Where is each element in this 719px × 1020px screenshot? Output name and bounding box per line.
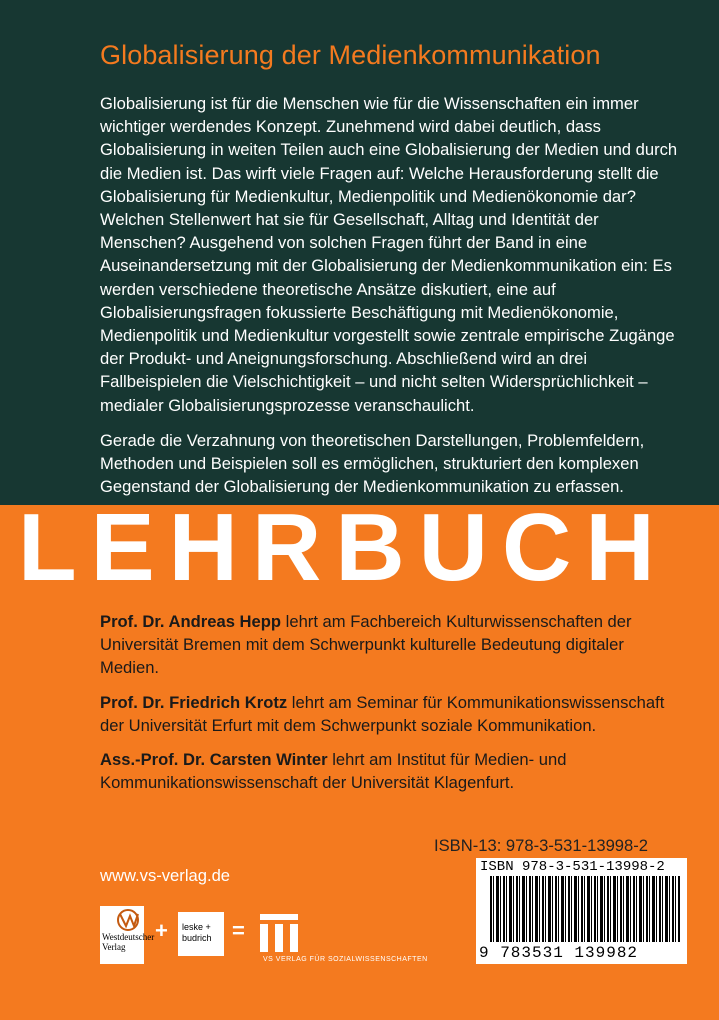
book-title: Globalisierung der Medienkommunikation — [100, 40, 601, 70]
isbn-label: ISBN-13: 978-3-531-13998-2 — [434, 836, 649, 855]
isbn-barcode — [476, 858, 687, 964]
barcode-digits: 9 783531 139982 — [479, 944, 639, 962]
author-text: lehrt am Institut für Medien- und Kommunikationswissenschaft der Universität Klagenfurt. — [100, 750, 567, 793]
publisher-logos — [100, 906, 460, 966]
author-bio — [100, 748, 680, 794]
author-name: Ass.-Prof. Dr. Carsten Winter — [100, 750, 328, 770]
leske-budrich-text: leske + budrich — [182, 922, 212, 943]
plus-sign: + — [155, 918, 168, 943]
barcode-isbn-text: ISBN 978-3-531-13998-2 — [480, 859, 665, 875]
author-bios — [100, 610, 680, 805]
westdeutscher-verlag-logo — [100, 906, 155, 964]
westdeutscher-logo-text: Westdeutscher Verlag — [102, 932, 155, 952]
vs-verlag-text: VS VERLAG FÜR SOZIALWISSENSCHAFTEN — [263, 956, 428, 963]
author-bio — [100, 691, 680, 737]
equals-sign: = — [232, 918, 245, 943]
description-paragraph-2: Gerade die Verzahnung von theoretischen Darstellungen, Problemfeldern, Methoden und Beispielen soll es ermöglichen, strukturiert den komplexen Gegenstand der Globalisierung der Medienkommunikation zu erfassen. — [100, 430, 645, 497]
lehrbuch-banner: LEHRBUCH — [18, 494, 669, 601]
book-description — [100, 92, 680, 510]
author-text: lehrt am Fachbereich Kulturwissenschaften der Universität Bremen mit dem Schwerpunkt kulturelle Bedeutung digitaler Medien. — [100, 612, 632, 678]
author-text: lehrt am Seminar für Kommunikationswissenschaft der Universität Erfurt mit dem Schwerpunkt soziale Kommunikation. — [100, 692, 665, 735]
description-paragraph-1: Globalisierung ist für die Menschen wie für die Wissenschaften ein immer wichtiger werdendes Konzept. Zunehmend wird dabei deutlich, dass Globalisierung in weiten Teilen auch eine Globalisierung der Medien und durch die Medien ist. Das wirft viele Fragen auf: Welche Herausforderung stellt die Globalisierung für Medienkultur, Medienpolitik und Medienökonomie dar? Welchen Stellenwert hat sie für Gesellschaft, Alltag und Identität der Menschen? Ausgehend von solchen Fragen führt der Band in eine Auseinandersetzung mit der Globalisierung der Medienkommunikation ein: Es werden verschiedene theoretische Ansätze diskutiert, eine auf Globalisierungsfragen fokussierte Beschäftigung mit Medienökonomie, Medienpolitik und Medienkultur vorgestellt sowie zentrale empirische Zugänge der Produkt- und Aneignungsforschung. Abschließend wird an drei Fallbeispielen die Vielschichtigkeit – und nicht selten Widersprüchlichkeit – medialer Globalisierungsprozesse veranschaulicht. — [100, 94, 678, 415]
author-name: Prof. Dr. Andreas Hepp — [100, 612, 282, 631]
author-name: Prof. Dr. Friedrich Krotz — [100, 692, 288, 712]
leske-budrich-logo — [178, 912, 224, 956]
author-bio — [100, 610, 680, 680]
barcode-bars — [490, 876, 680, 942]
publisher-url[interactable]: www.vs-verlag.de — [100, 866, 231, 885]
vs-verlag-logo — [260, 914, 298, 952]
